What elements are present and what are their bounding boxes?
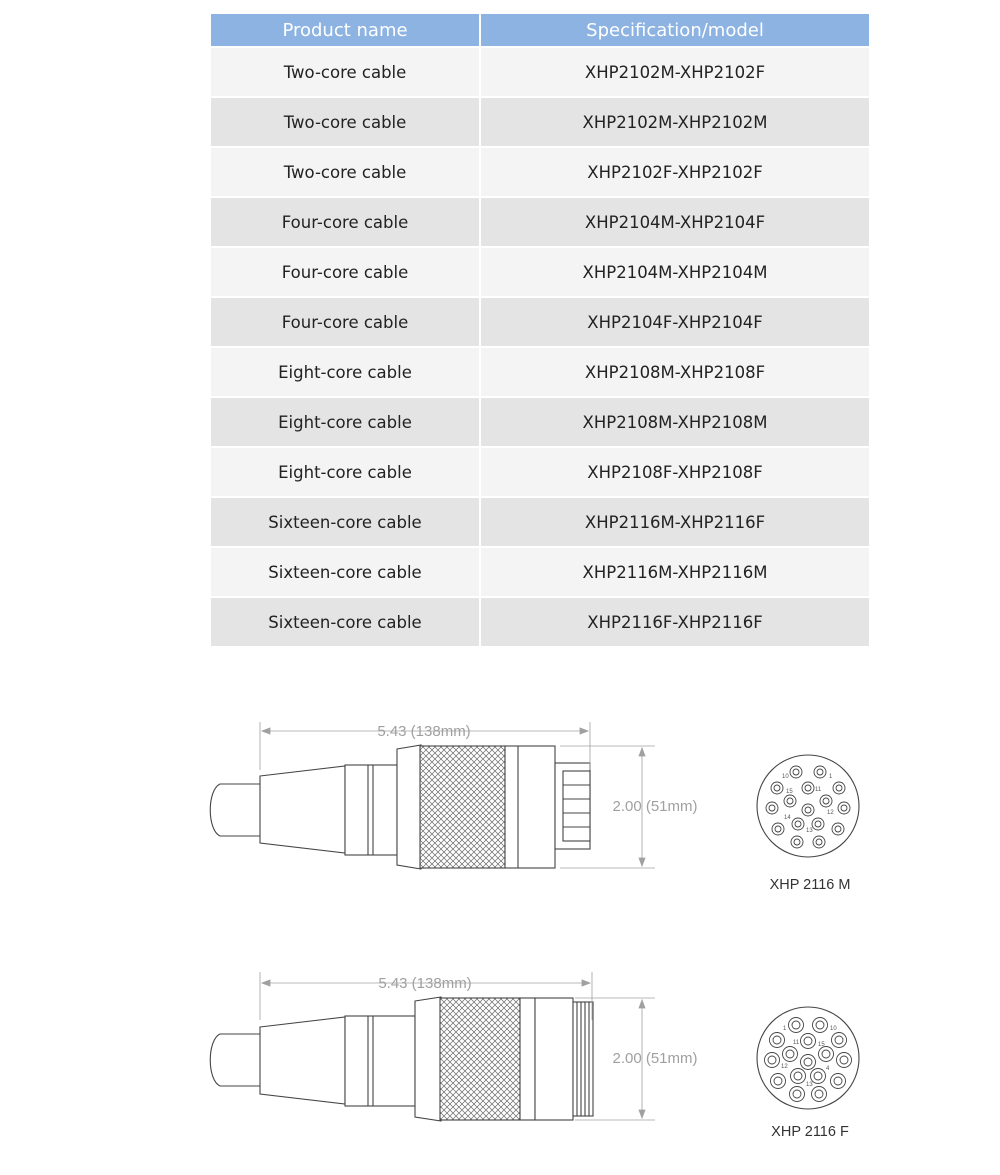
female-pin-number: 4 (826, 1066, 830, 1072)
male-pin-number: 14 (784, 815, 791, 821)
male-pin-number: 12 (827, 810, 834, 816)
product-cell: Two-core cable (211, 147, 480, 197)
product-cell: Two-core cable (211, 97, 480, 147)
model-cell: XHP2116M-XHP2116M (480, 547, 869, 597)
male-pin-number: 13 (806, 828, 813, 834)
product-cell: Four-core cable (211, 247, 480, 297)
model-cell: XHP2102F-XHP2102F (480, 147, 869, 197)
product-cell: Eight-core cable (211, 397, 480, 447)
male-length-label: 5.43 (138mm) (377, 723, 471, 740)
model-cell: XHP2102M-XHP2102M (480, 97, 869, 147)
model-cell: XHP2102M-XHP2102F (480, 47, 869, 97)
model-cell: XHP2116M-XHP2116F (480, 497, 869, 547)
female-pin-number: 10 (830, 1026, 837, 1032)
model-cell: XHP2116F-XHP2116F (480, 597, 869, 646)
column-header-product: Product name (211, 14, 480, 47)
female-connector-drawing (210, 997, 593, 1121)
model-cell: XHP2104F-XHP2104F (480, 297, 869, 347)
model-cell: XHP2108M-XHP2108M (480, 397, 869, 447)
male-diameter-label: 2.00 (51mm) (612, 798, 698, 815)
model-cell: XHP2108M-XHP2108F (480, 347, 869, 397)
male-connector-drawing (210, 745, 590, 869)
product-cell: Eight-core cable (211, 447, 480, 497)
female-pin-number: 12 (781, 1064, 788, 1070)
product-cell: Four-core cable (211, 197, 480, 247)
female-length-label: 5.43 (138mm) (378, 975, 472, 992)
male-pin-number: 11 (815, 787, 822, 793)
product-cell: Four-core cable (211, 297, 480, 347)
male-pin-number: 10 (782, 774, 789, 780)
female-pin-number: 11 (793, 1040, 800, 1046)
column-header-model: Specification/model (480, 14, 869, 47)
product-cell: Eight-core cable (211, 347, 480, 397)
product-cell: Sixteen-core cable (211, 497, 480, 547)
female-diameter-label: 2.00 (51mm) (612, 1050, 698, 1067)
product-cell: Sixteen-core cable (211, 547, 480, 597)
product-cell: Sixteen-core cable (211, 597, 480, 646)
female-pinout-face (757, 1007, 859, 1109)
male-pin-number: 15 (786, 789, 793, 795)
female-pin-number: 1 (783, 1026, 787, 1032)
female-pin-number: 15 (818, 1042, 825, 1048)
model-cell: XHP2104M-XHP2104F (480, 197, 869, 247)
female-pinout-label: XHP 2116 F (771, 1124, 849, 1140)
model-cell: XHP2108F-XHP2108F (480, 447, 869, 497)
male-pinout-label: XHP 2116 M (769, 877, 851, 893)
male-pin-number: 1 (829, 774, 833, 780)
male-pinout-face (757, 755, 859, 857)
model-cell: XHP2104M-XHP2104M (480, 247, 869, 297)
female-pin-number: 13 (806, 1082, 813, 1088)
product-cell: Two-core cable (211, 47, 480, 97)
